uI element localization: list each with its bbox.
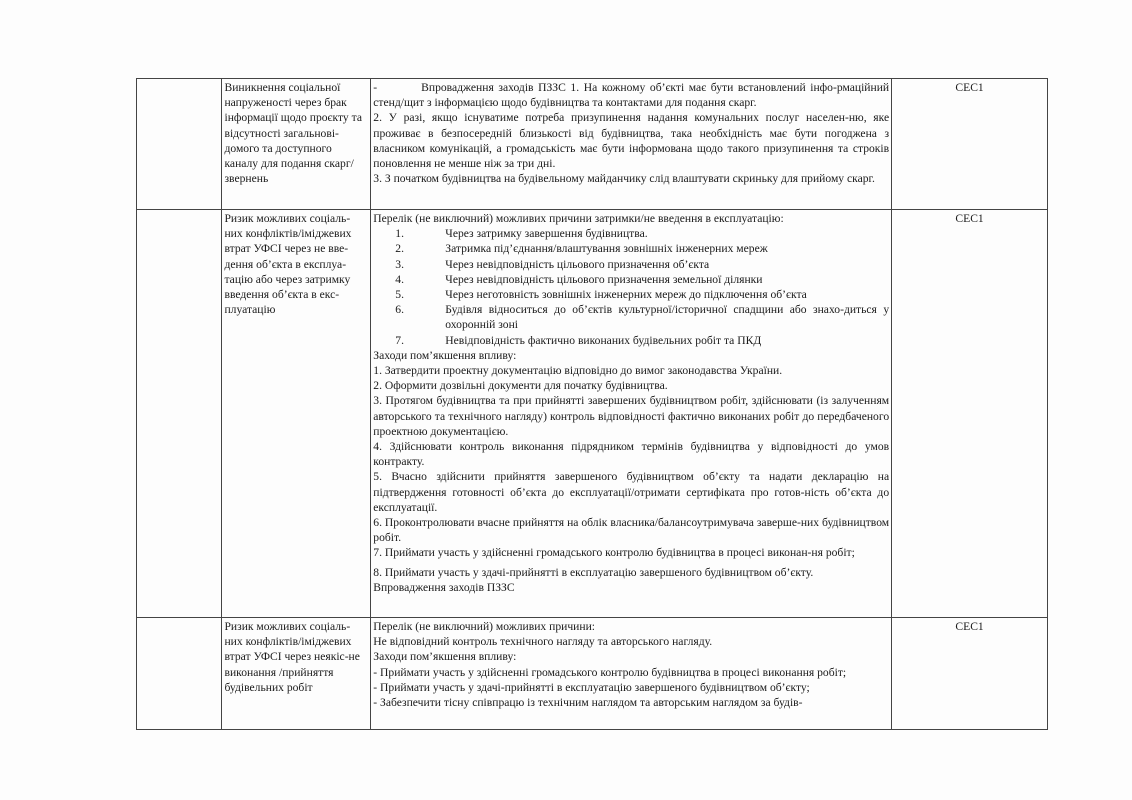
risk-table xyxy=(136,78,1048,730)
list-item: 2. Затримка під’єднання/влаштування зовнішніх інженерних мереж xyxy=(395,242,768,256)
risk-code: СЕС1 xyxy=(892,79,1048,210)
mitigation-item: 7. Приймати участь у здійсненні громадського контролю будівництва в процесі виконан-ня робіт; xyxy=(373,546,855,560)
mitigation-item: 1. Затвердити проектну документацію відповідно до вимог законодавства України. xyxy=(373,364,783,378)
risk-code: СЕС1 xyxy=(892,210,1048,618)
measures-cell xyxy=(371,210,892,618)
list-item: 6. Будівля відноситься до об’єктів культурної/історичної спадщини або знахо-диться у охоронній зоні xyxy=(395,303,890,332)
lead-dash: - xyxy=(373,81,378,94)
mitigation-item: 2. Оформити дозвільні документи для початку будівництва. xyxy=(373,379,668,393)
list-item: 7. Невідповідність фактично виконаних будівельних робіт та ПКД xyxy=(395,333,762,347)
list-item: 4. Через невідповідність цільового призначення земельної ділянки xyxy=(395,272,763,286)
list-item: 3. Через невідповідність цільового призначення об’єкта xyxy=(395,257,710,271)
measures-cell xyxy=(371,618,892,730)
mitigation-item: 6. Проконтролювати вчасне прийняття на облік власника/балансоутримувача заверше-них будівництвом робіт. xyxy=(373,516,890,545)
measures-cell xyxy=(371,79,892,210)
mitigation-item: - Забезпечити тісну співпрацю із технічним наглядом та авторським наглядом за будів- xyxy=(373,696,803,710)
list-item: 5. Через неготовність зовнішніх інженерних мереж до підключення об’єкта xyxy=(395,288,807,302)
causes-list xyxy=(373,226,889,348)
mitigation-item: 5. Вчасно здійснити прийняття завершеного будівництвом об’єкту та надати декларацію на підтвердження готовності об’єкта до експлуатації/отримати сертифіката про готов-ність об’єкта до експлуатації. xyxy=(373,470,890,514)
risk-description: Ризик можливих соціаль-них конфліктів/іміджевих втрат УФСІ через не вве-дення об’єкта в експлуа-тацію або через затримку введення об’єкта в екс-плуатацію xyxy=(222,210,371,618)
measure-item: Впровадження заходів ПЗЗС 1. На кожному об’єкті має бути встановлений інфо-рмаційний стенд/щит з інформацією щодо будівництва та контактами для подання скарг. xyxy=(373,81,890,110)
measure-text xyxy=(373,80,889,110)
mitigation-item: 8. Приймати участь у здачі-прийнятті в експлуатацію завершеного будівництвом об’єкту. xyxy=(373,565,814,579)
causes-intro: Перелік (не виключний) можливих причини затримки/не введення в експлуатацію: xyxy=(373,212,784,225)
causes-intro: Перелік (не виключний) можливих причини: xyxy=(373,620,595,633)
mitigation-item: 3. Протягом будівництва та при прийнятті завершених будівництвом робіт, здійснювати (із залученням авторського та технічного нагляду) контроль відповідності фактично виконаних робіт до передбаченого проектною документацією. xyxy=(373,394,890,438)
mitigation-item: 4. Здійснювати контроль виконання підрядником термінів будівництва у відповідності до умов контракту. xyxy=(373,440,890,469)
risk-description: Виникнення соціальної напруженості через брак інформації щодо проєкту та відсутності загальнові-домого та доступного каналу для подання скарг/звернень xyxy=(222,79,371,210)
empty-cell xyxy=(137,618,222,730)
risk-code: СЕС1 xyxy=(892,618,1048,730)
mitigation-item: - Приймати участь у здачі-прийнятті в експлуатацію завершеного будівництвом об’єкту; xyxy=(373,680,810,694)
risk-description: Ризик можливих соціаль-них конфліктів/іміджевих втрат УФСІ через неякіс-не виконання /прийняття будівельних робіт xyxy=(222,618,371,730)
table-row xyxy=(137,618,1048,730)
measure-item: 2. У разі, якщо існуватиме потреба призупинення надання комунальних послуг населен-ню, яке проживає в безпосередній близькості від будівництва, така необхідність має бути погоджена з власником комунікацій, а громадськість має бути інформована щодо такого призупинення та строків поновлення не менше ніж за три дні. xyxy=(373,111,890,171)
table-row xyxy=(137,210,1048,618)
empty-cell xyxy=(137,210,222,618)
measure-item: 3. З початком будівництва на будівельному майданчику слід влаштувати скриньку для прийому скарг. xyxy=(373,172,875,186)
closing-text: Впровадження заходів ПЗЗС xyxy=(373,580,515,594)
mitigation-title: Заходи пом’якшення впливу: xyxy=(373,650,517,664)
mitigation-title: Заходи пом’якшення впливу: xyxy=(373,348,517,362)
table-row xyxy=(137,79,1048,210)
list-item: 1. Через затримку завершення будівництва. xyxy=(395,227,648,241)
mitigation-item: - Приймати участь у здійсненні громадського контролю будівництва в процесі виконання робіт; xyxy=(373,665,847,679)
cause-item: Не відповідний контроль технічного нагляду та авторського нагляду. xyxy=(373,635,713,649)
empty-cell xyxy=(137,79,222,210)
